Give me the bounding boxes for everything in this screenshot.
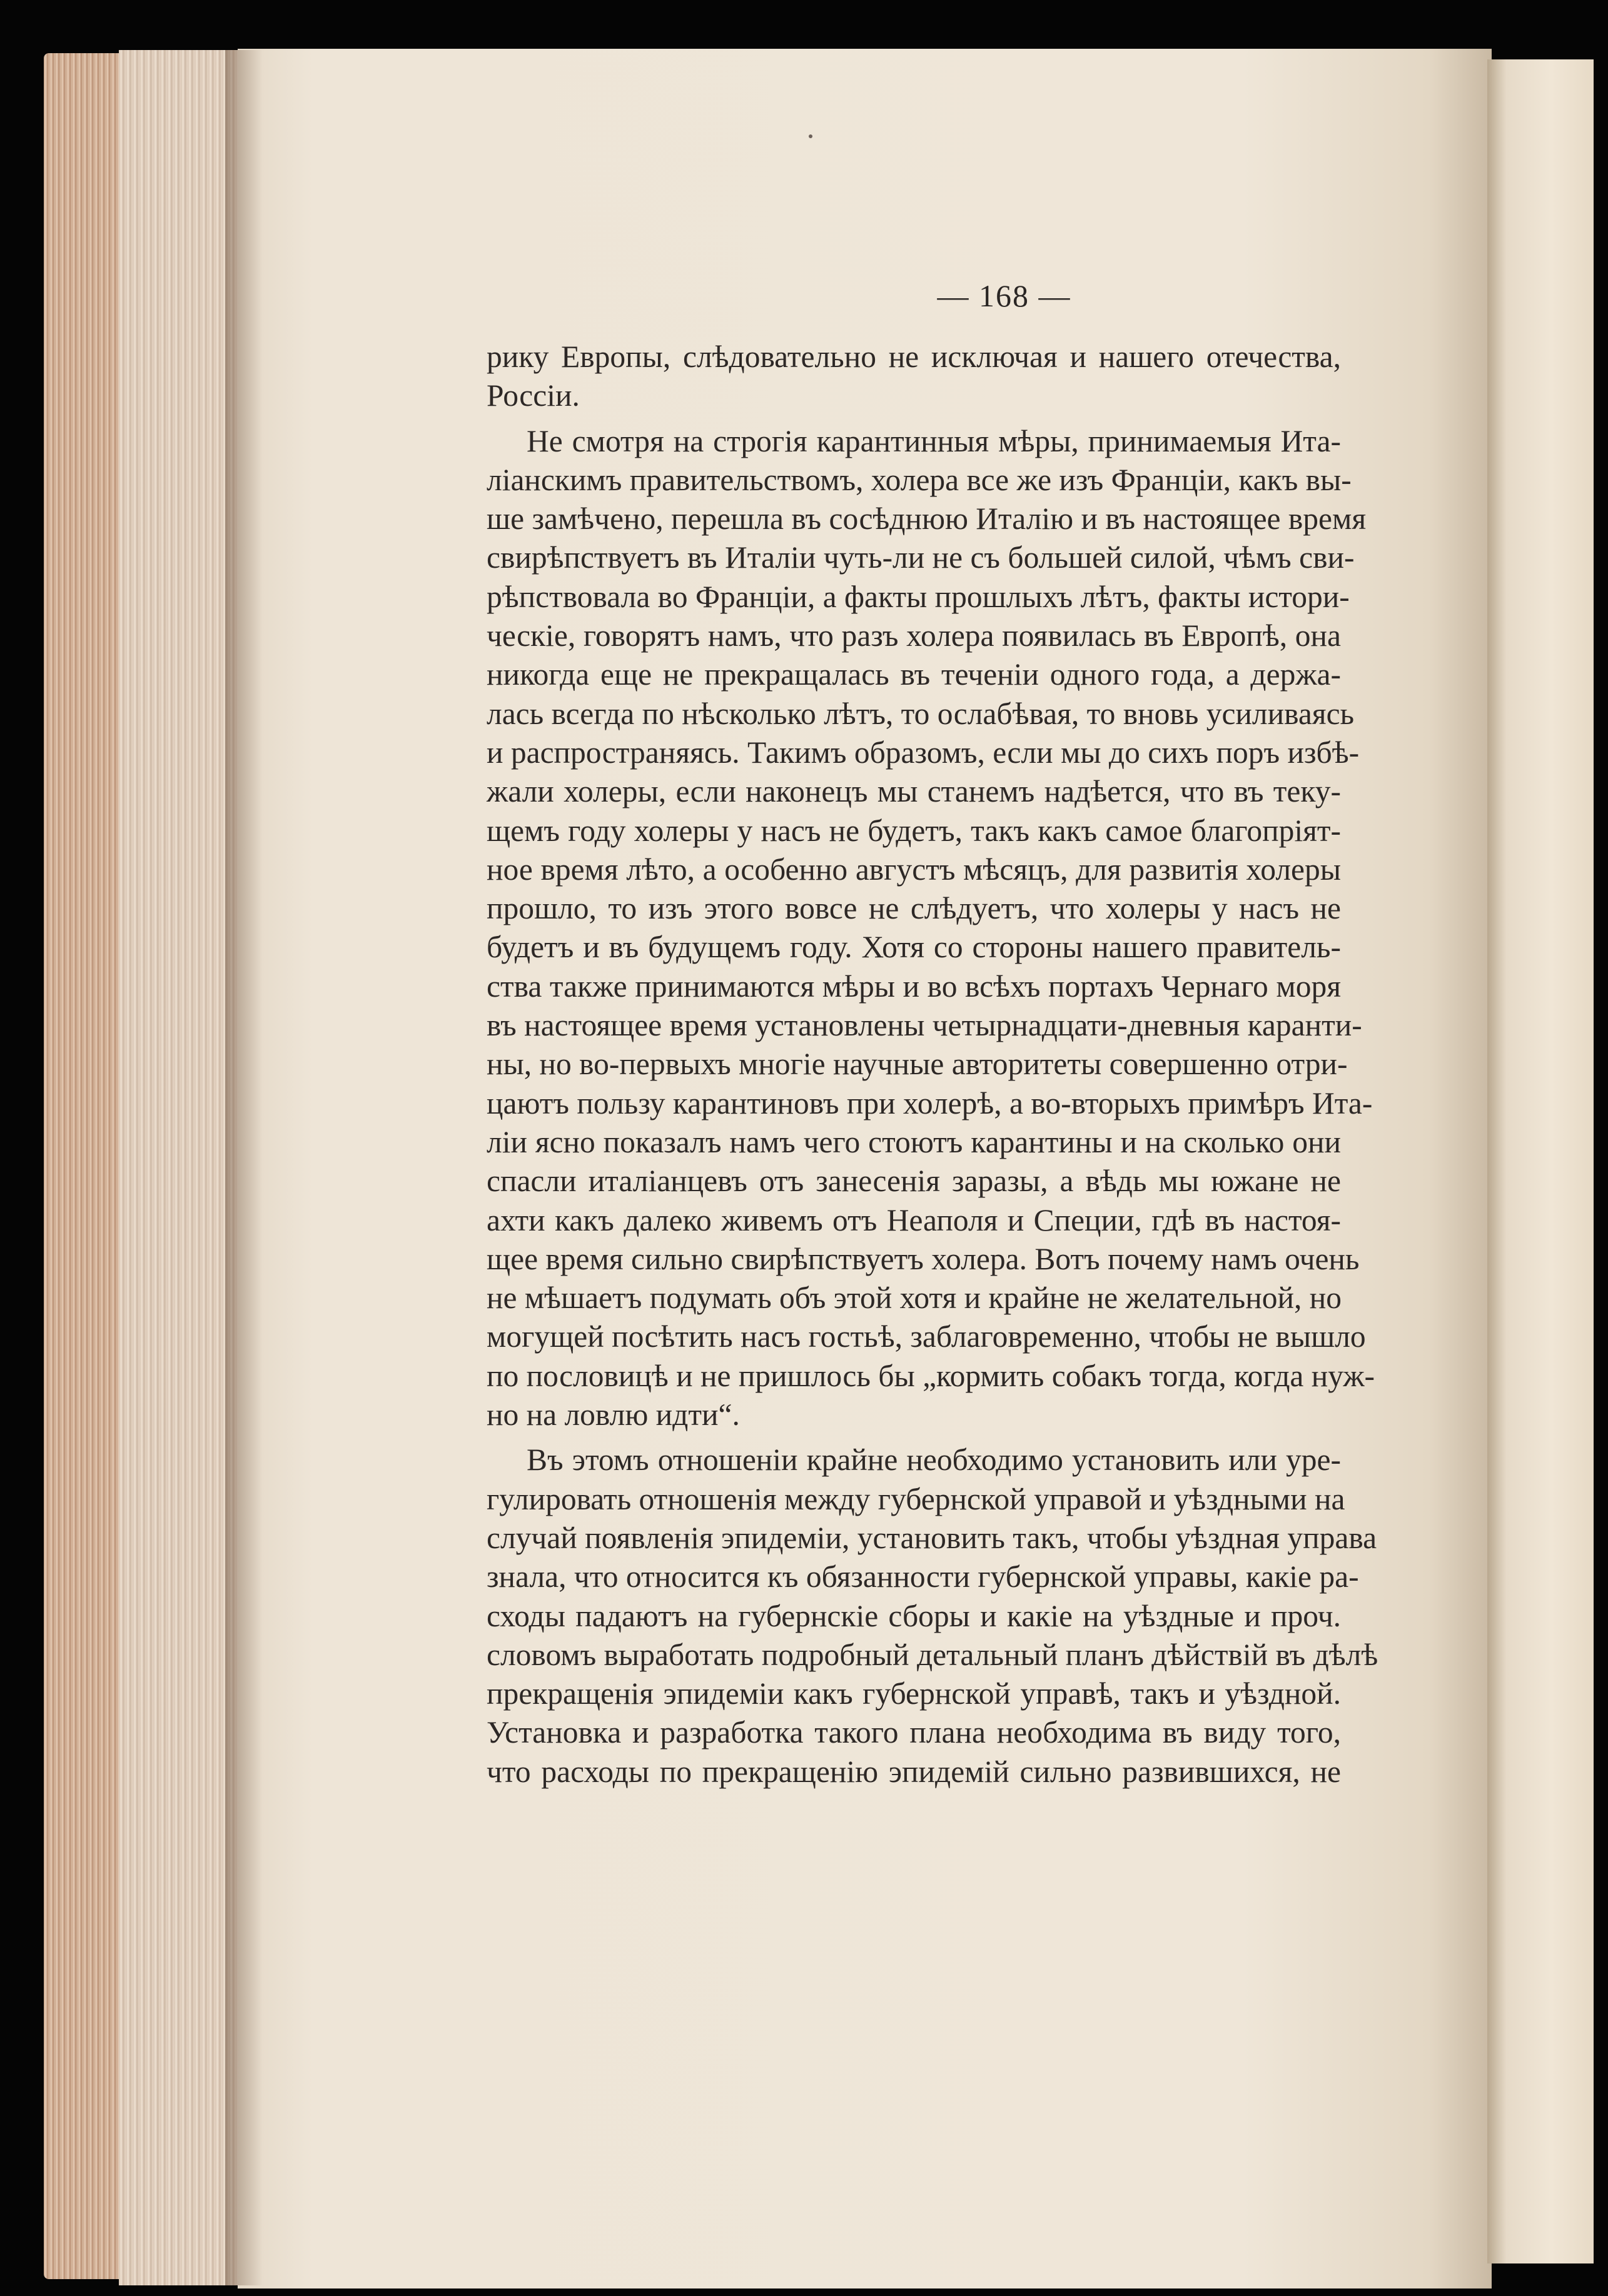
text-line: но на ловлю идти“.	[487, 1397, 740, 1432]
text-line: Не смотря на строгія карантинныя мѣры, принимаемыя Ита-	[527, 423, 1341, 458]
text-line: рику Европы, слѣдовательно не исключая и нашего отечества,	[487, 340, 1341, 374]
text-line: будетъ и въ будущемъ году. Хотя со стороны нашего правитель-	[487, 930, 1341, 965]
text-line: щемъ году холеры у насъ не будетъ, такъ какъ самое благопріят-	[487, 813, 1341, 848]
text-line: цаютъ пользу карантиновъ при холерѣ, а во-вторыхъ примѣръ Ита-	[487, 1085, 1373, 1120]
text-line: что расходы по прекращенію эпидемій сильно развившихся, не	[487, 1754, 1341, 1789]
text-line: Въ этомъ отношеніи крайне необходимо установить или уре-	[527, 1443, 1341, 1478]
text-line: жали холеры, если наконецъ мы станемъ надѣется, что въ теку-	[487, 774, 1341, 809]
paragraph-gap	[487, 416, 1341, 422]
text-line: ліи ясно показалъ намъ чего стоютъ карантины и на сколько они	[487, 1124, 1341, 1159]
text-line: въ настоящее время установлены четырнадцати-дневныя каранти-	[487, 1008, 1362, 1043]
text-line: ческіе, говорятъ намъ, что разъ холера появилась въ Европѣ, она	[487, 618, 1341, 653]
text-line: рѣпствовала во Франціи, а факты прошлыхъ лѣтъ, факты истори-	[487, 579, 1350, 614]
text-line: спасли италіанцевъ отъ занесенія заразы, а вѣдь мы южане не	[487, 1164, 1341, 1199]
text-line: прекращенія эпидеміи какъ губернской управѣ, такъ и уѣздной.	[487, 1676, 1341, 1711]
text-line: могущей посѣтить насъ гостьѣ, заблаговременно, чтобы не вышло	[487, 1319, 1366, 1354]
text-line: Россіи.	[487, 378, 580, 413]
text-line: сходы падаютъ на губернскіе сборы и какіе на уѣздные и проч.	[487, 1598, 1341, 1633]
text-line: щее время сильно свирѣпствуетъ холера. Вотъ почему намъ очень	[487, 1241, 1360, 1276]
text-line: ны, но во-первыхъ многіе научные авторитеты совершенно отри-	[487, 1047, 1348, 1082]
text-line: Установка и разработка такого плана необходима въ виду того,	[487, 1715, 1341, 1750]
paragraph-gap	[487, 1434, 1341, 1441]
page-stack	[119, 50, 241, 2285]
page-body-text	[487, 338, 1378, 1791]
facing-page-edge	[1487, 59, 1594, 2263]
book-edge-left	[44, 53, 125, 2279]
text-line: словомъ выработать подробный детальный планъ дѣйствій въ дѣлѣ	[487, 1637, 1378, 1672]
text-line: прошло, то изъ этого вовсе не слѣдуетъ, что холеры у насъ не	[487, 891, 1341, 926]
text-line: случай появленія эпидеміи, установить такъ, чтобы уѣздная управа	[487, 1520, 1377, 1555]
text-line: по пословицѣ и не пришлось бы „кормить собакъ тогда, когда нуж-	[487, 1358, 1375, 1393]
text-line: ное время лѣто, а особенно августъ мѣсяцъ, для развитія холеры	[487, 852, 1341, 887]
text-line: и распространяясь. Такимъ образомъ, если мы до сихъ поръ избѣ-	[487, 735, 1360, 770]
text-line: ліанскимъ правительствомъ, холера все же изъ Франціи, какъ вы-	[487, 462, 1352, 497]
text-line: ахти какъ далеко живемъ отъ Неаполя и Специи, гдѣ въ настоя-	[487, 1202, 1341, 1237]
text-line: гулировать отношенія между губернской управой и уѣздными на	[487, 1481, 1345, 1516]
text-line: знала, что относится къ обязанности губернской управы, какіе ра-	[487, 1559, 1359, 1594]
text-line: лась всегда по нѣсколько лѣтъ, то ослабѣвая, то вновь усиливаясь	[487, 696, 1355, 731]
text-line: ше замѣчено, перешла въ сосѣднюю Италію и въ настоящее время	[487, 501, 1367, 536]
text-line: не мѣшаетъ подумать объ этой хотя и крайне не желательной, но	[487, 1281, 1342, 1316]
text-line: свирѣпствуетъ въ Италіи чуть-ли не съ большей силой, чѣмъ сви-	[487, 540, 1355, 575]
text-line: ства также принимаются мѣры и во всѣхъ портахъ Чернаго моря	[487, 969, 1341, 1004]
text-line: никогда еще не прекращалась въ теченіи одного года, а держа-	[487, 657, 1341, 692]
spine-shadow	[225, 50, 263, 2285]
page-number-header: — 168 —	[937, 278, 1071, 313]
ink-speck	[809, 134, 812, 138]
